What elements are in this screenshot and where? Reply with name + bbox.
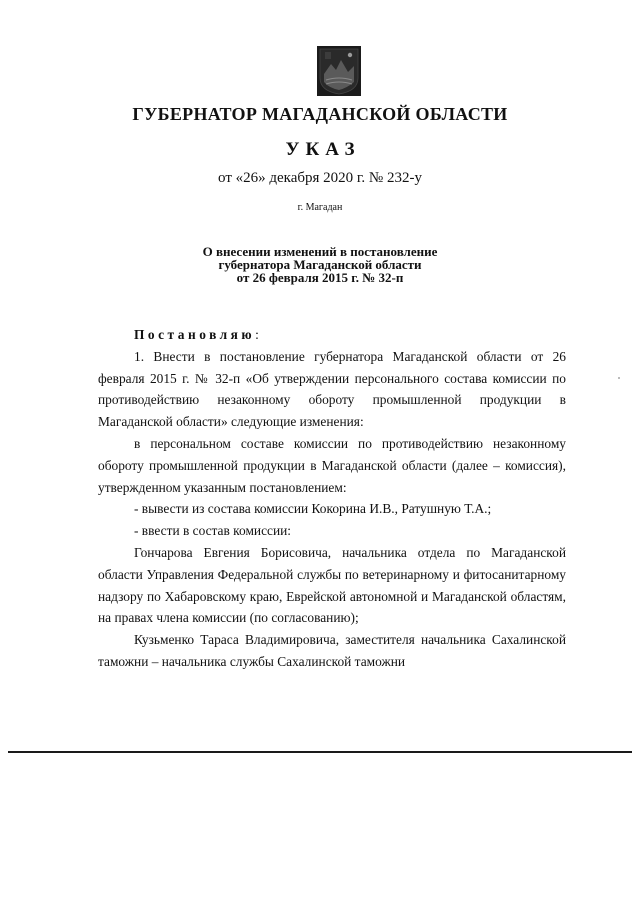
decree-word: Постановляю	[134, 327, 256, 342]
paragraph-1: 1. Внести в постановление губернатора Магаданской области от 26 февраля 2015 г. № 32-п «Об утверждении персонального состава комиссии по противодействию незаконному обороту промышленной продукции в Магаданской области» следующие изменения:	[98, 348, 566, 430]
scan-speck	[618, 377, 620, 379]
decree-colon: :	[255, 327, 259, 342]
paragraph-4: - ввести в состав комиссии:	[134, 523, 292, 539]
paragraph-3: - вывести из состава комиссии Кокорина И.В., Ратушную Т.А.;	[134, 501, 492, 517]
document-body	[98, 324, 566, 673]
document-date-number: от «26» декабря 2020 г. № 232-у	[218, 170, 422, 186]
paragraph-5: Гончарова Евгения Борисовича, начальника отдела по Магаданской области Управления Федеральной службы по ветеринарному и фитосанитарному надзору по Хабаровскому краю, Еврейской автономной и Магаданской областям, на правах члена комиссии (по согласованию);	[98, 544, 566, 626]
subject-line-1: О внесении изменений в постановление	[202, 244, 438, 259]
document-subject	[0, 245, 640, 284]
paragraph-2: в персональном составе комиссии по противодействию незаконному обороту промышленной продукции в Магаданской области (далее – комиссия), утвержденном указанным постановлением:	[98, 435, 566, 495]
decree-heading	[98, 324, 566, 346]
subject-line-3: от 26 февраля 2015 г. № 32-п	[236, 270, 404, 285]
document-type: УКАЗ	[285, 139, 361, 160]
page-bottom-rule	[8, 751, 632, 753]
coat-of-arms-icon	[317, 46, 361, 96]
document-city: г. Магадан	[297, 202, 343, 213]
subject-line-2: губернатора Магаданской области	[218, 257, 422, 272]
paragraph-6: Кузьменко Тараса Владимировича, заместителя начальника Сахалинской таможни – начальника службы Сахалинской таможни	[98, 632, 566, 669]
issuing-authority: ГУБЕРНАТОР МАГАДАНСКОЙ ОБЛАСТИ	[132, 104, 508, 124]
